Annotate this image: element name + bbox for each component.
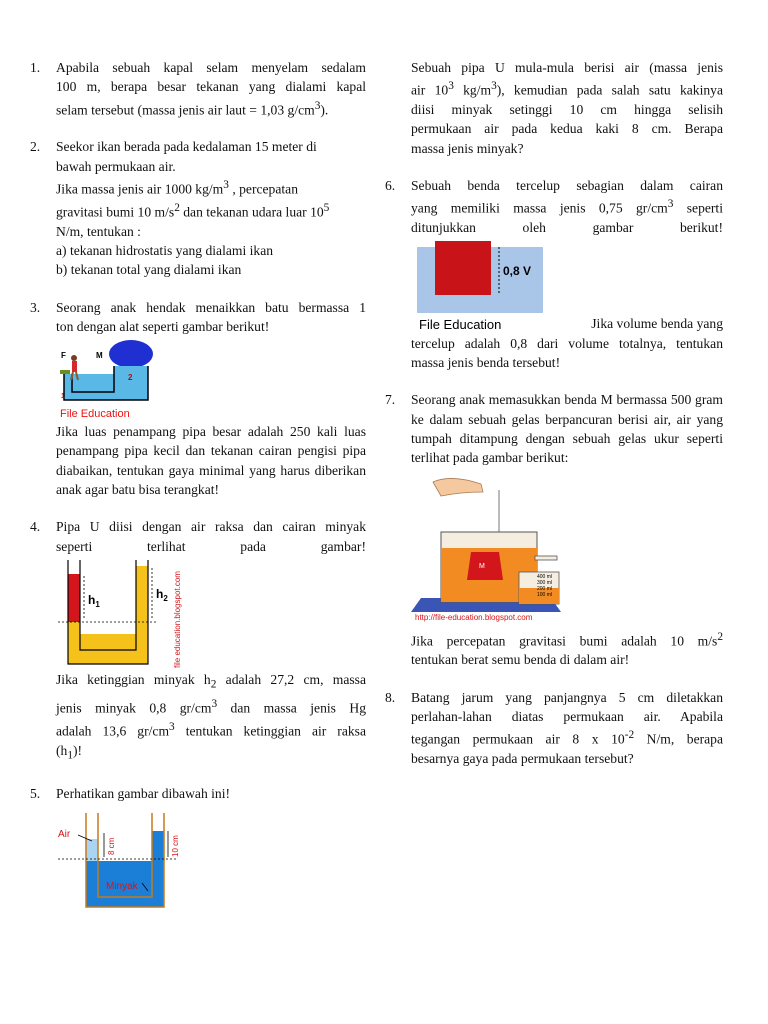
h1-label: $h_1$ xyxy=(88,592,100,609)
question-number: 3. xyxy=(30,299,41,315)
source-url: http://file-education.blogspot.com xyxy=(415,612,533,622)
text-line: tercelup adalah 0,8 dari volume totalnya, tentukan xyxy=(411,335,723,351)
text-line: Seekor ikan berada pada kedalaman 15 meter di xyxy=(56,139,317,155)
text-line: Jika ketinggian minyak $h_2$ adalah 27,2 cm, massa xyxy=(56,671,366,691)
text-line: permukaan air pada kedua kaki 8 cm. Berapa xyxy=(411,121,723,137)
question-number: 5. xyxy=(30,785,41,801)
text-line: ton dengan alat seperti gambar berikut! xyxy=(56,318,270,334)
overflow-glass-figure xyxy=(411,474,723,622)
volume-label: 0,8 V xyxy=(503,264,532,279)
question-number: 8. xyxy=(385,689,396,705)
question-text: Jika luas penampang pipa besar adalah 250 kali luas penampang pipa kecil dan tekanan cairan pengisi pipa diabaikan, tentukan gaya minimal yang harus diberikan anak agar batu bisa terangkat! xyxy=(56,424,366,498)
text-line: besarnya gaya pada permukaan tersebut? xyxy=(411,751,634,767)
text-line: Sebuah benda tercelup sebagian dalam cairan xyxy=(411,178,723,194)
question-text: Seorang anak memasukkan benda M bermassa 500 gram ke dalam sebuah gelas berpancuran berisi air, air yang tumpah ditampung dengan sebuah gelas ukur seperti terlihat pada gambar berikut: xyxy=(411,392,723,466)
text-line: diisi minyak setinggi 10 cm hingga selisih xyxy=(411,102,723,118)
left-column xyxy=(30,58,366,909)
text-line: tentukan berat semu benda di dalam air! xyxy=(411,652,630,668)
question-4 xyxy=(30,517,366,765)
question-3 xyxy=(30,298,366,500)
text-line: Batang jarum yang panjangnya 5 cm diletakkan xyxy=(411,689,723,705)
text-line: Perhatikan gambar dibawah ini! xyxy=(56,785,231,801)
sub-question-a: a) tekanan hidrostatis yang dialami ikan xyxy=(56,242,274,258)
blog-watermark: file education.blogspot.com xyxy=(173,570,182,668)
question-number: 7. xyxy=(385,392,396,408)
text-line: yang memiliki massa jenis 0,75 $gr/cm^3$ seperti xyxy=(411,198,723,216)
text-line: jenis minyak 0,8 $gr/cm^3$ dan massa jenis Hg xyxy=(56,697,366,716)
question-number: 2. xyxy=(30,139,41,155)
text-line: Sebuah pipa U mula-mula berisi air (massa jenis xyxy=(411,60,723,75)
text-line: $(h_1)$! xyxy=(56,742,83,762)
u-tube-mercury-figure xyxy=(56,558,366,670)
sub-question-b: b) tekanan total yang dialami ikan xyxy=(56,262,242,278)
text-line: Seorang anak hendak menaikkan batu bermassa 1 xyxy=(56,299,366,315)
air-label: Air xyxy=(58,828,71,840)
text-line: massa jenis minyak? xyxy=(411,140,524,156)
question-7 xyxy=(385,390,723,669)
question-number: 4. xyxy=(30,519,41,535)
text-line: selam tersebut (massa jenis air laut = 1,03 $g/cm^3$). xyxy=(56,99,329,118)
text-line: air $10^3$ $kg/m^3$), kemudian pada salah satu kakinya xyxy=(411,80,724,98)
figure-caption: File Education xyxy=(60,408,130,421)
text-line: 100 m, berapa besar tekanan yang dialami kapal xyxy=(56,79,366,95)
text-line: Jika massa jenis air 1000 $kg/m^3$ , percepatan xyxy=(56,179,298,197)
mass-label: M xyxy=(479,562,485,570)
10cm-label: 10 cm xyxy=(171,835,180,857)
question-8 xyxy=(385,688,723,769)
question-number: 1. xyxy=(30,60,41,75)
text-line: gravitasi bumi 10 $m/s^2$ dan tekanan udara luar $10^5$ xyxy=(56,201,330,220)
text-line: bawah permukaan air. xyxy=(56,158,176,174)
scale-200: 200 ml xyxy=(537,585,553,592)
text-line: Pipa U diisi dengan air raksa dan cairan minyak xyxy=(56,519,366,535)
figure-caption: File Education xyxy=(419,317,502,333)
text-line: massa jenis benda tersebut! xyxy=(411,355,561,371)
8cm-label: 8 cm xyxy=(107,837,116,855)
text-line: Jika percepatan gravitasi bumi adalah 10 $m/s^2$ xyxy=(411,630,723,649)
text-line: N/m, tentukan : xyxy=(56,223,141,239)
text-line: tegangan permukaan air 8 x $10^{-2}$ N/m, berapa xyxy=(411,729,723,747)
u-tube-oil-water-figure xyxy=(56,813,366,909)
text-line: adalah 13,6 $gr/cm^3$ tentukan ketinggian air raksa xyxy=(56,720,366,739)
text-line: seperti terlihat pada gambar! xyxy=(56,538,366,554)
h2-label: $h_2$ xyxy=(156,586,168,603)
text-line: Apabila sebuah kapal selam menyelam sedalam xyxy=(56,60,366,75)
question-2 xyxy=(30,137,366,279)
question-1 xyxy=(30,58,366,119)
question-6 xyxy=(385,176,723,372)
pipe-2-label: 2 xyxy=(128,373,133,383)
text-line: perlahan-lahan diatas permukaan air. Apabila xyxy=(411,708,723,724)
question-number: 6. xyxy=(385,178,396,194)
scale-100: 100 ml xyxy=(537,591,553,598)
minyak-label: Minyak xyxy=(106,880,138,892)
mass-label: M xyxy=(96,351,103,361)
text-line: Jika volume benda yang xyxy=(591,316,723,332)
pipe-1-label: 1 xyxy=(61,393,65,401)
scale-400: 400 ml xyxy=(537,573,553,580)
question-5-text xyxy=(385,58,723,158)
question-5 xyxy=(30,784,366,909)
scale-300: 300 ml xyxy=(537,579,553,586)
right-column xyxy=(385,58,723,768)
text-line: ditunjukkan oleh gambar berikut! xyxy=(411,220,723,236)
force-label: F xyxy=(61,351,66,361)
hydraulic-lift-figure xyxy=(56,340,366,420)
